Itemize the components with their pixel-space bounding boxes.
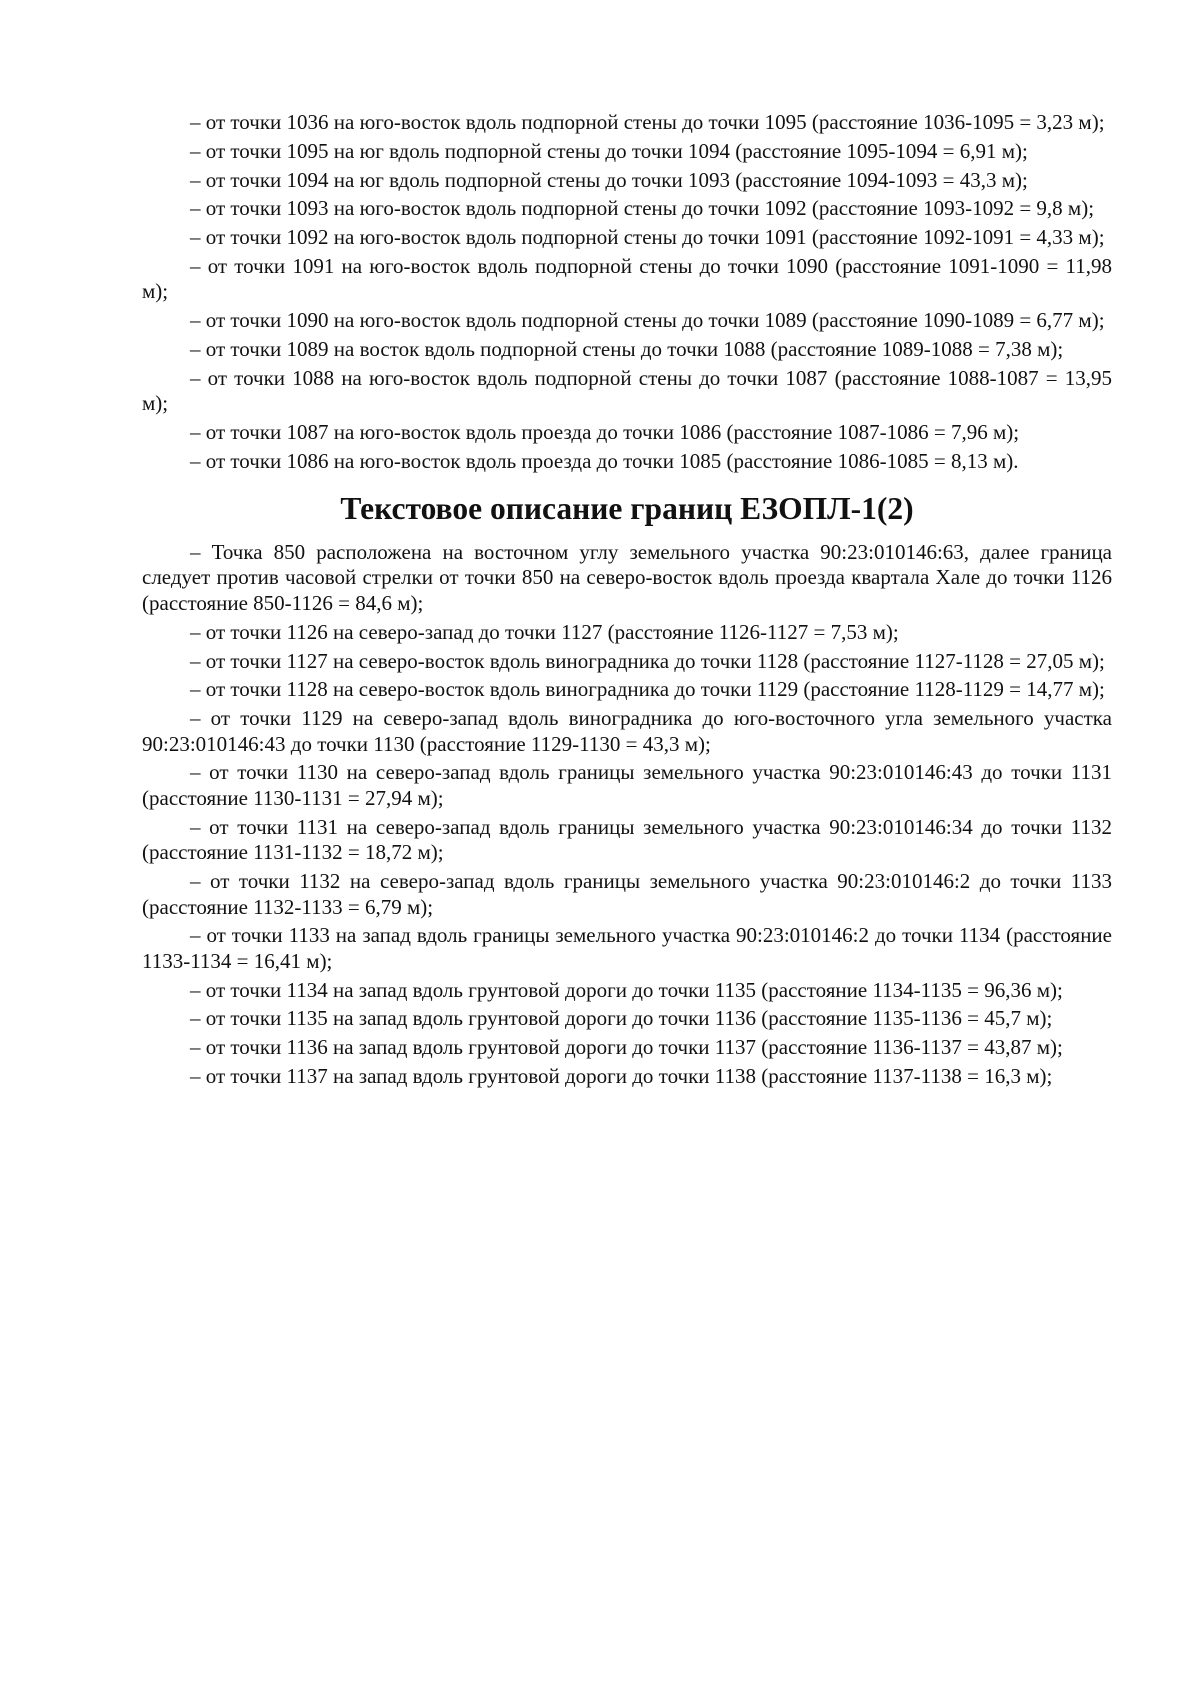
boundary-segment-paragraph: – Точка 850 расположена на восточном углу земельного участка 90:23:010146:63, далее граница следует против часовой стрелки от точки 850 на северо-восток вдоль проезда квартала Хале до точки 1126 (расстояние 850-1126 = 84,6 м); (142, 539, 1112, 615)
boundary-segment-paragraph: – от точки 1133 на запад вдоль границы земельного участка 90:23:010146:2 до точки 1134 (расстояние 1133-1134 = 16,41 м); (142, 923, 1112, 973)
boundary-segment-paragraph: – от точки 1137 на запад вдоль грунтовой дороги до точки 1138 (расстояние 1137-1138 = 16,3 м); (190, 1064, 1053, 1089)
boundary-segment-paragraph: – от точки 1090 на юго-восток вдоль подпорной стены до точки 1089 (расстояние 1090-1089 = 6,77 м); (190, 308, 1105, 333)
boundary-segment-paragraph: – от точки 1132 на северо-запад вдоль границы земельного участка 90:23:010146:2 до точки 1133 (расстояние 1132-1133 = 6,79 м); (142, 869, 1112, 919)
boundary-segment-paragraph: – от точки 1088 на юго-восток вдоль подпорной стены до точки 1087 (расстояние 1088-1087 = 13,95 м); (142, 365, 1112, 416)
boundary-segment-paragraph: – от точки 1094 на юг вдоль подпорной стены до точки 1093 (расстояние 1094-1093 = 43,3 м); (190, 167, 1028, 192)
boundary-segment-paragraph: – от точки 1086 на юго-восток вдоль проезда до точки 1085 (расстояние 1086-1085 = 8,13 м). (190, 448, 1019, 473)
boundary-segment-paragraph: – от точки 1036 на юго-восток вдоль подпорной стены до точки 1095 (расстояние 1036-1095 = 3,23 м); (190, 110, 1105, 134)
section-boundary-continuation (142, 110, 1112, 474)
boundary-segment-paragraph: – от точки 1092 на юго-восток вдоль подпорной стены до точки 1091 (расстояние 1092-1091 = 4,33 м); (190, 225, 1105, 250)
boundary-segment-paragraph: – от точки 1134 на запад вдоль грунтовой дороги до точки 1135 (расстояние 1134-1135 = 96,36 м); (190, 977, 1063, 1002)
boundary-segment-paragraph: – от точки 1136 на запад вдоль грунтовой дороги до точки 1137 (расстояние 1136-1137 = 43,87 м); (190, 1035, 1063, 1060)
boundary-segment-paragraph: – от точки 1130 на северо-запад вдоль границы земельного участка 90:23:010146:43 до точки 1131 (расстояние 1130-1131 = 27,94 м); (142, 760, 1112, 810)
boundary-segment-paragraph: – от точки 1127 на северо-восток вдоль виноградника до точки 1128 (расстояние 1127-1128 = 27,05 м); (190, 648, 1105, 673)
boundary-segment-paragraph: – от точки 1126 на северо-запад до точки 1127 (расстояние 1126-1127 = 7,53 м); (190, 619, 899, 644)
boundary-segment-paragraph: – от точки 1131 на северо-запад вдоль границы земельного участка 90:23:010146:34 до точки 1132 (расстояние 1131-1132 = 18,72 м); (142, 814, 1112, 865)
boundary-segment-paragraph: – от точки 1128 на северо-восток вдоль виноградника до точки 1129 (расстояние 1128-1129 = 14,77 м); (190, 677, 1105, 702)
boundary-segment-paragraph: – от точки 1089 на восток вдоль подпорной стены до точки 1088 (расстояние 1089-1088 = 7,38 м); (190, 337, 1064, 362)
section-heading: Текстовое описание границ ЕЗОПЛ-1(2) (340, 491, 914, 527)
boundary-segment-paragraph: – от точки 1093 на юго-восток вдоль подпорной стены до точки 1092 (расстояние 1093-1092 = 9,8 м); (190, 196, 1095, 221)
boundary-segment-paragraph: – от точки 1091 на юго-восток вдоль подпорной стены до точки 1090 (расстояние 1091-1090 = 11,98 м); (142, 253, 1112, 304)
boundary-segment-paragraph: – от точки 1087 на юго-восток вдоль проезда до точки 1086 (расстояние 1087-1086 = 7,96 м); (190, 420, 1020, 445)
boundary-segment-paragraph: – от точки 1135 на запад вдоль грунтовой дороги до точки 1136 (расстояние 1135-1136 = 45,7 м); (190, 1006, 1053, 1031)
document-page (142, 110, 1112, 1093)
section-ezopl-boundaries (142, 540, 1112, 1090)
boundary-segment-paragraph: – от точки 1129 на северо-запад вдоль виноградника до юго-восточного угла земельного участка 90:23:010146:43 до точки 1130 (расстояние 1129-1130 = 43,3 м); (142, 706, 1112, 756)
boundary-segment-paragraph: – от точки 1095 на юг вдоль подпорной стены до точки 1094 (расстояние 1095-1094 = 6,91 м); (190, 138, 1028, 163)
